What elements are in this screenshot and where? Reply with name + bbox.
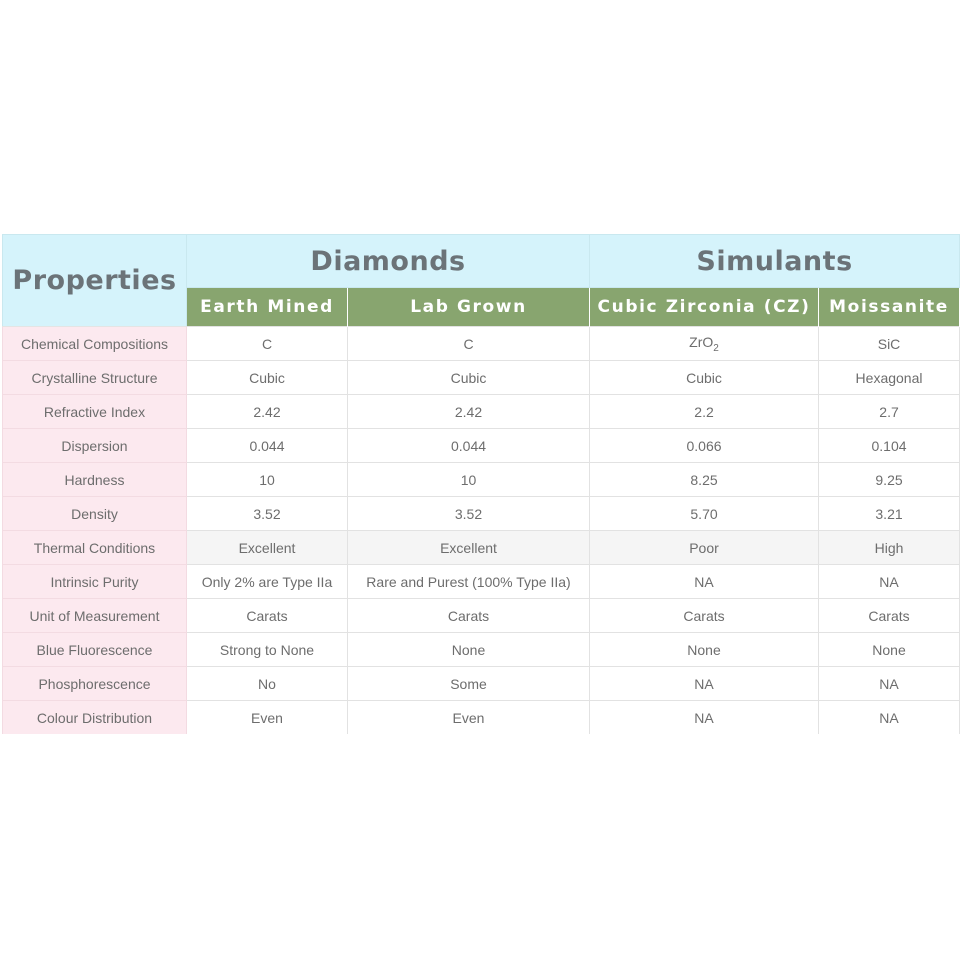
value-cell-cubic-zirconia: 5.70 (590, 497, 819, 531)
diamonds-group-header: Diamonds (187, 235, 590, 288)
property-cell: Intrinsic Purity (3, 565, 187, 599)
value-cell-earth-mined: Carats (187, 599, 348, 633)
value-cell-lab-grown: Excellent (348, 531, 590, 565)
value-cell-moissanite: NA (819, 565, 960, 599)
table-row (3, 531, 960, 565)
value-cell-moissanite: 0.104 (819, 429, 960, 463)
value-cell-cubic-zirconia: NA (590, 667, 819, 701)
table-row (3, 429, 960, 463)
value-cell-cubic-zirconia: 8.25 (590, 463, 819, 497)
table-body (3, 327, 960, 735)
value-cell-moissanite: High (819, 531, 960, 565)
table-row (3, 599, 960, 633)
value-cell-cubic-zirconia: 2.2 (590, 395, 819, 429)
value-cell-cubic-zirconia (590, 327, 819, 361)
value-cell-earth-mined: Even (187, 701, 348, 735)
value-cell-lab-grown: 2.42 (348, 395, 590, 429)
value-cell-lab-grown: Rare and Purest (100% Type IIa) (348, 565, 590, 599)
value-cell-earth-mined: Excellent (187, 531, 348, 565)
table-row (3, 633, 960, 667)
value-cell-moissanite: Carats (819, 599, 960, 633)
value-cell-cubic-zirconia: NA (590, 701, 819, 735)
property-cell: Refractive Index (3, 395, 187, 429)
column-header-cubic-zirconia: Cubic Zirconia (CZ) (590, 288, 819, 327)
property-cell: Hardness (3, 463, 187, 497)
value-cell-earth-mined: 3.52 (187, 497, 348, 531)
value-cell-lab-grown: 0.044 (348, 429, 590, 463)
property-cell: Thermal Conditions (3, 531, 187, 565)
value-cell-cubic-zirconia: 0.066 (590, 429, 819, 463)
value-cell-moissanite: 2.7 (819, 395, 960, 429)
property-cell: Chemical Compositions (3, 327, 187, 361)
column-header-earth-mined: Earth Mined (187, 288, 348, 327)
formula-text: ZrO (689, 333, 714, 350)
value-cell-lab-grown: 10 (348, 463, 590, 497)
table-row (3, 701, 960, 735)
value-cell-cubic-zirconia: None (590, 633, 819, 667)
value-cell-cubic-zirconia: Poor (590, 531, 819, 565)
value-cell-earth-mined: Cubic (187, 361, 348, 395)
simulants-group-header: Simulants (590, 235, 960, 288)
property-cell: Colour Distribution (3, 701, 187, 735)
value-cell-moissanite: NA (819, 667, 960, 701)
value-cell-moissanite: Hexagonal (819, 361, 960, 395)
value-cell-earth-mined: 2.42 (187, 395, 348, 429)
value-cell-lab-grown: Carats (348, 599, 590, 633)
property-cell: Blue Fluorescence (3, 633, 187, 667)
table-row (3, 395, 960, 429)
value-cell-lab-grown: C (348, 327, 590, 361)
value-cell-moissanite: None (819, 633, 960, 667)
property-cell: Unit of Measurement (3, 599, 187, 633)
value-cell-cubic-zirconia: Carats (590, 599, 819, 633)
table-row (3, 361, 960, 395)
value-cell-lab-grown: Even (348, 701, 590, 735)
value-cell-cubic-zirconia: Cubic (590, 361, 819, 395)
column-header-lab-grown: Lab Grown (348, 288, 590, 327)
value-cell-moissanite: 3.21 (819, 497, 960, 531)
property-cell: Phosphorescence (3, 667, 187, 701)
property-cell: Dispersion (3, 429, 187, 463)
group-header-row (3, 235, 960, 288)
table-row (3, 667, 960, 701)
value-cell-moissanite: SiC (819, 327, 960, 361)
properties-header: Properties (3, 235, 187, 327)
value-cell-earth-mined: Strong to None (187, 633, 348, 667)
value-cell-earth-mined: No (187, 667, 348, 701)
table-row (3, 327, 960, 361)
value-cell-earth-mined: 0.044 (187, 429, 348, 463)
value-cell-lab-grown: 3.52 (348, 497, 590, 531)
value-cell-cubic-zirconia: NA (590, 565, 819, 599)
table-row (3, 463, 960, 497)
property-cell: Crystalline Structure (3, 361, 187, 395)
value-cell-moissanite: NA (819, 701, 960, 735)
value-cell-lab-grown: Some (348, 667, 590, 701)
value-cell-lab-grown: None (348, 633, 590, 667)
column-header-moissanite: Moissanite (819, 288, 960, 327)
formula-subscript: 2 (713, 342, 719, 354)
value-cell-earth-mined: C (187, 327, 348, 361)
value-cell-lab-grown: Cubic (348, 361, 590, 395)
value-cell-earth-mined: Only 2% are Type IIa (187, 565, 348, 599)
table-row (3, 565, 960, 599)
table-row (3, 497, 960, 531)
value-cell-earth-mined: 10 (187, 463, 348, 497)
value-cell-moissanite: 9.25 (819, 463, 960, 497)
table-header (3, 235, 960, 327)
property-cell: Density (3, 497, 187, 531)
comparison-table (2, 234, 960, 734)
